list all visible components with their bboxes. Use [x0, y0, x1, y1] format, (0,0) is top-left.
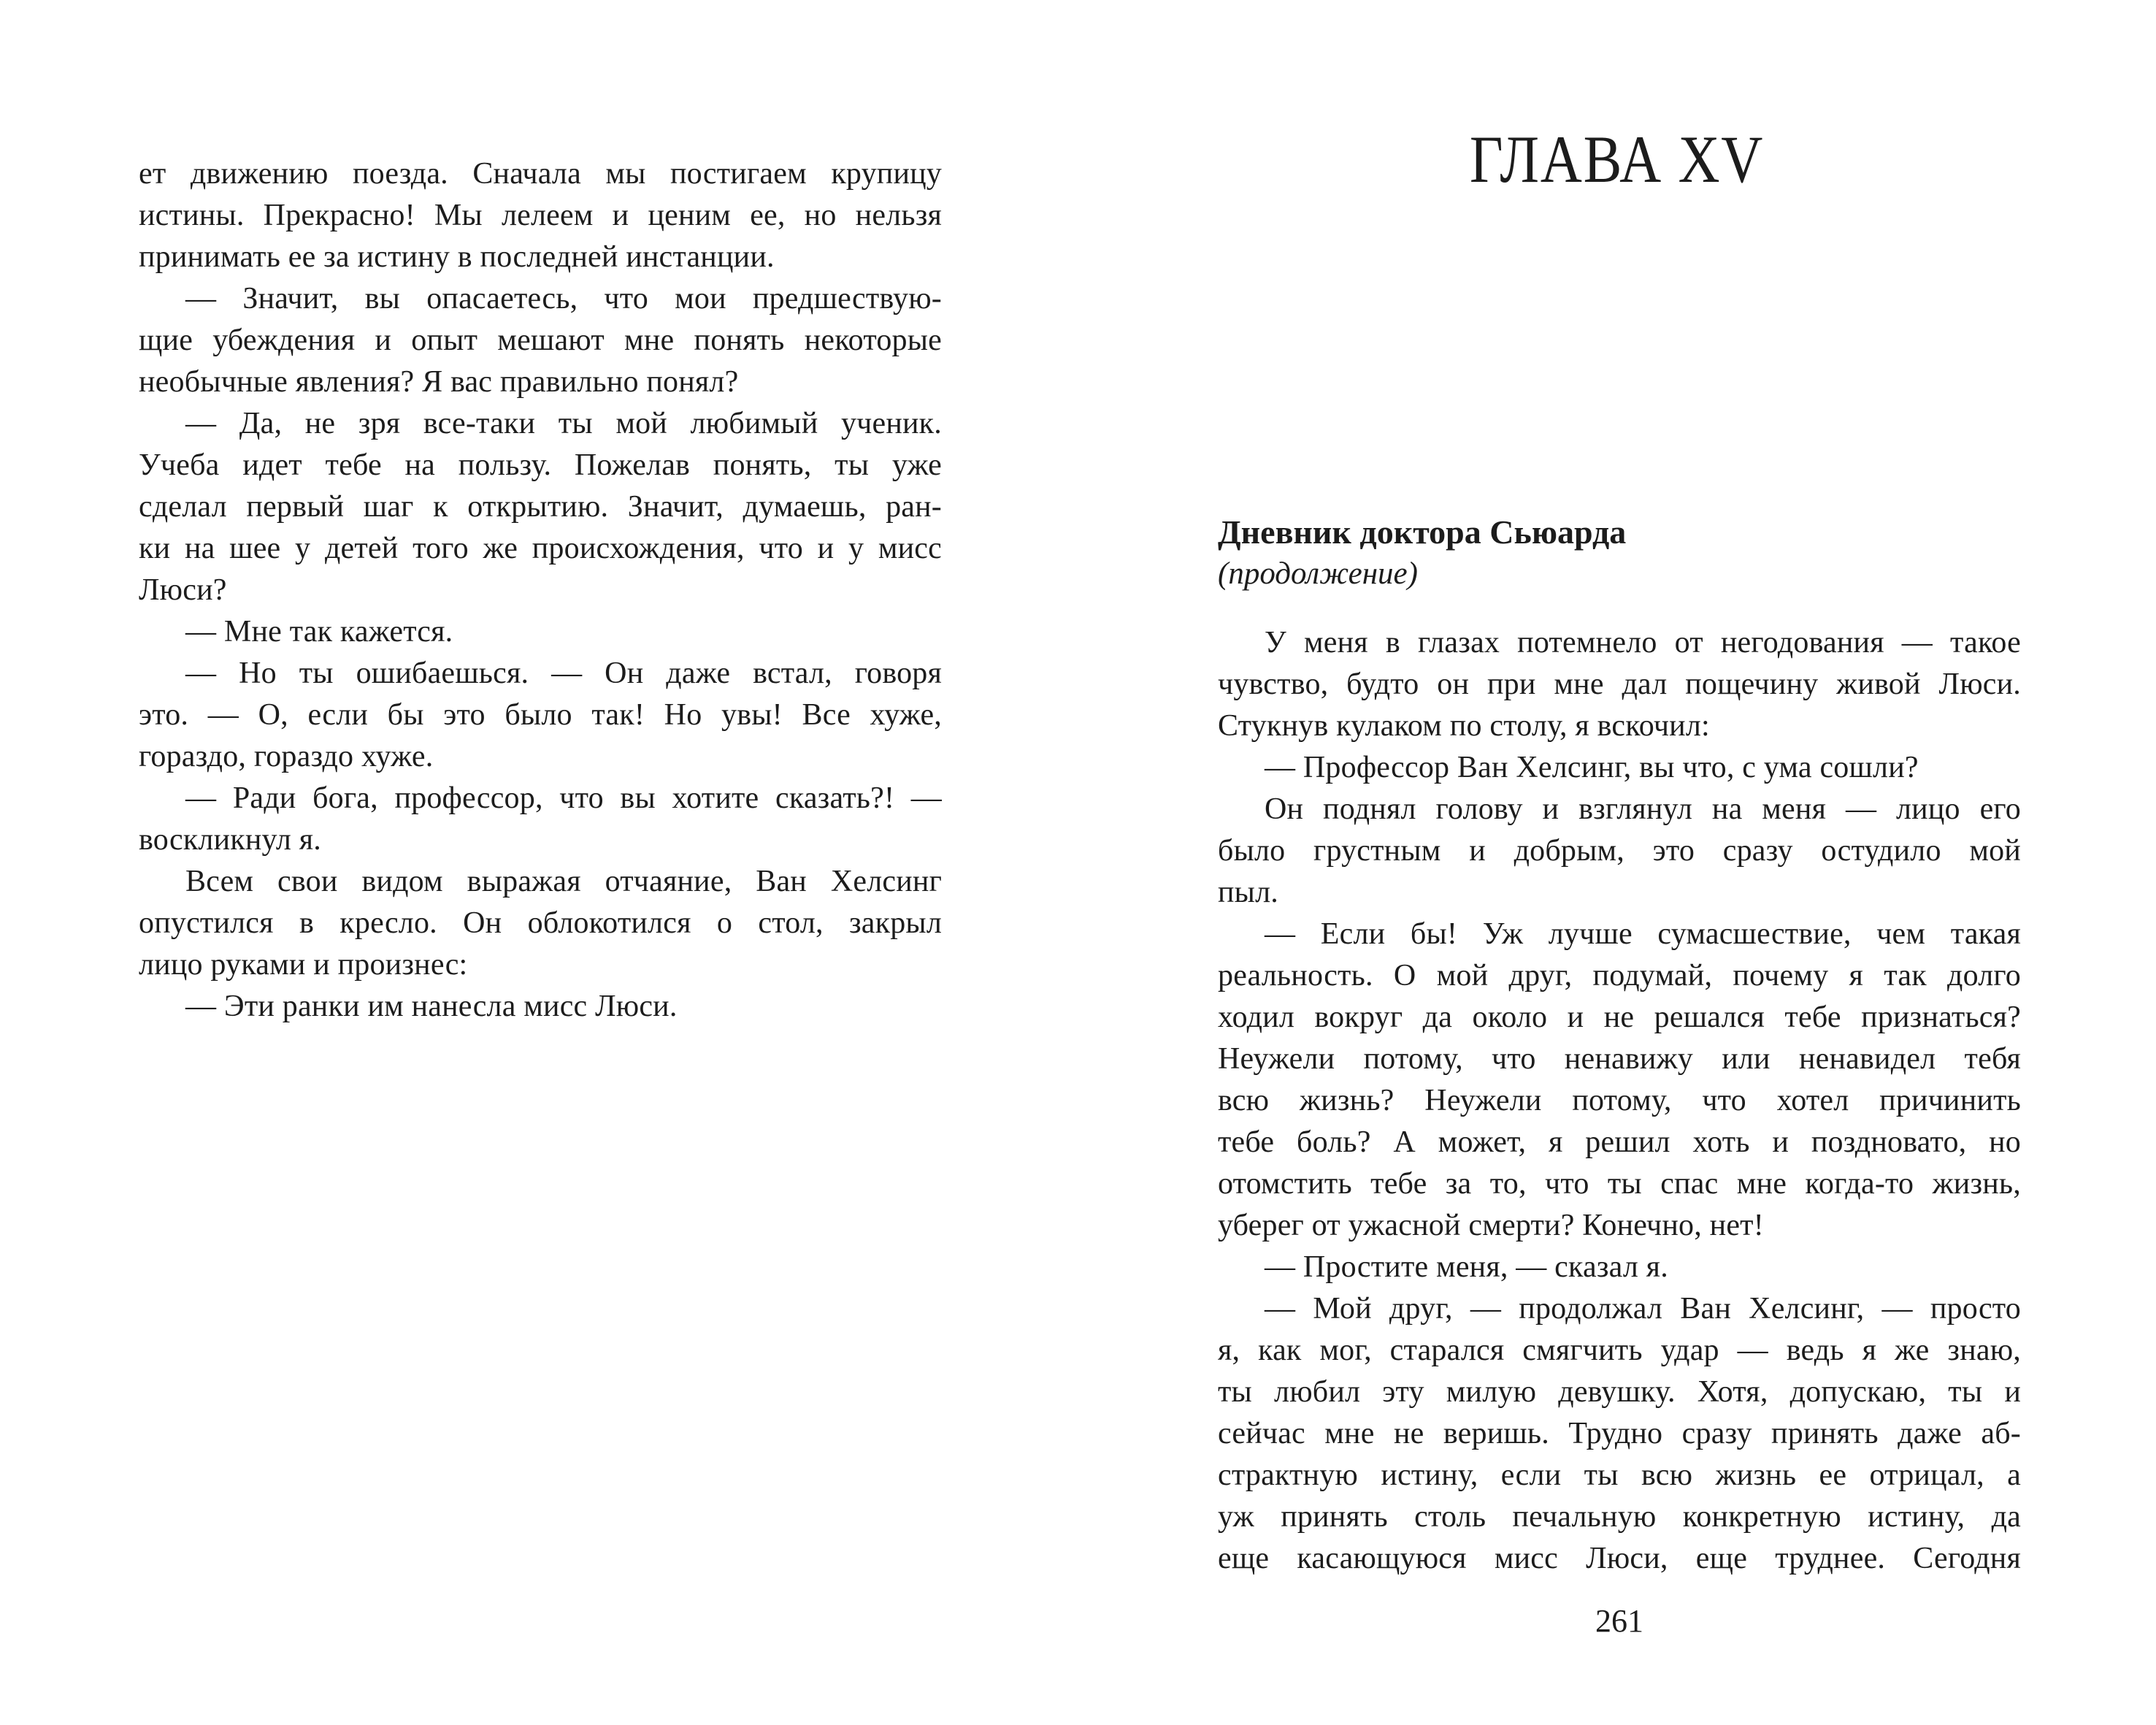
text-line: — Простите меня, — сказал я. — [1265, 1250, 1668, 1284]
text-line: было грустным и добрым, это сразу остудило мой — [1218, 834, 2021, 868]
text-line: пыл. — [1218, 876, 1278, 909]
text-line: — Но ты ошибаешься. — Он даже встал, говоря — [185, 657, 942, 690]
text-line: ет движению поезда. Сначала мы постигаем крупицу — [139, 157, 942, 191]
text-line: Люси? — [139, 573, 227, 607]
text-line: принимать ее за истину в последней инстанции. — [139, 240, 775, 274]
section-subtitle: (продолжение) — [1218, 556, 1418, 591]
text-line: сейчас мне не веришь. Трудно сразу принять даже аб- — [1218, 1417, 2021, 1450]
right-text-column — [1218, 622, 2021, 1580]
text-line: — Значит, вы опасаетесь, что мои предшествую- — [185, 282, 942, 315]
text-line: я, как мог, старался смягчить удар — ведь я же знаю, — [1218, 1334, 2021, 1367]
text-line: Учеба идет тебе на пользу. Пожелав понять, ты уже — [139, 448, 942, 482]
left-text-column — [139, 153, 942, 1028]
text-line: страктную истину, если ты всю жизнь ее отрицал, а — [1218, 1458, 2021, 1492]
chapter-heading — [1078, 122, 2156, 196]
text-line: это. — О, если бы это было так! Но увы! Все хуже, — [139, 698, 942, 732]
text-line: воскликнул я. — [139, 823, 321, 857]
chapter-heading-text: ГЛАВА XV — [1469, 122, 1765, 196]
section-heading — [1218, 511, 2021, 594]
text-line: уж принять столь печальную конкретную истину, да — [1218, 1500, 2021, 1534]
text-line: У меня в глазах потемнело от негодования — такое — [1265, 626, 2021, 659]
text-line: ки на шее у детей того же происхождения, что и у мисс — [139, 532, 942, 565]
text-line: истины. Прекрасно! Мы лелеем и ценим ее, но нельзя — [139, 199, 942, 232]
text-line: щие убеждения и опыт мешают мне понять некоторые — [139, 324, 942, 357]
text-line: реальность. О мой друг, подумай, почему я так долго — [1218, 959, 2021, 992]
section-title: Дневник доктора Сьюарда — [1218, 513, 1627, 551]
text-line: гораздо, гораздо хуже. — [139, 740, 434, 773]
text-line: — Профессор Ван Хелсинг, вы что, с ума сошли? — [1265, 751, 1919, 784]
text-line: Неужели потому, что ненавижу или ненавидел тебя — [1218, 1042, 2021, 1076]
text-line: Он поднял голову и взглянул на меня — лицо его — [1265, 792, 2021, 826]
text-line: ходил вокруг да около и не решался тебе признаться? — [1218, 1001, 2021, 1034]
text-line: Стукнув кулаком по столу, я вскочил: — [1218, 709, 1710, 743]
text-line: — Да, не зря все-таки ты мой любимый ученик. — [185, 407, 942, 440]
text-line: — Если бы! Уж лучше сумасшествие, чем такая — [1265, 917, 2021, 951]
text-line: лицо руками и произнес: — [139, 948, 468, 982]
text-line: тебе боль? А может, я решил хоть и поздновато, но — [1218, 1125, 2021, 1159]
page-number: 261 — [1595, 1603, 1643, 1639]
page-right — [1078, 0, 2156, 1725]
text-line: — Ради бога, профессор, что вы хотите сказать?! — — [185, 781, 942, 815]
text-line: — Эти ранки им нанесла мисс Люси. — [185, 990, 678, 1023]
text-line: всю жизнь? Неужели потому, что хотел причинить — [1218, 1084, 2021, 1117]
text-line: Всем свои видом выражая отчаяние, Ван Хелсинг — [185, 865, 942, 898]
text-line: уберег от ужасной смерти? Конечно, нет! — [1218, 1209, 1764, 1242]
text-line: сделал первый шаг к открытию. Значит, думаешь, ран- — [139, 490, 942, 524]
text-line: ты любил эту милую девушку. Хотя, допускаю, ты и — [1218, 1375, 2021, 1409]
text-line: отомстить тебе за то, что ты спас мне когда-то жизнь, — [1218, 1167, 2021, 1201]
text-line: опустился в кресло. Он облокотился о стол, закрыл — [139, 906, 942, 940]
text-line: чувство, будто он при мне дал пощечину живой Люси. — [1218, 668, 2021, 701]
text-line: — Мне так кажется. — [185, 615, 453, 649]
text-line: еще касающуюся мисс Люси, еще труднее. Сегодня — [1218, 1542, 2021, 1575]
text-line: — Мой друг, — продолжал Ван Хелсинг, — просто — [1265, 1292, 2021, 1326]
text-line: необычные явления? Я вас правильно понял? — [139, 365, 739, 399]
